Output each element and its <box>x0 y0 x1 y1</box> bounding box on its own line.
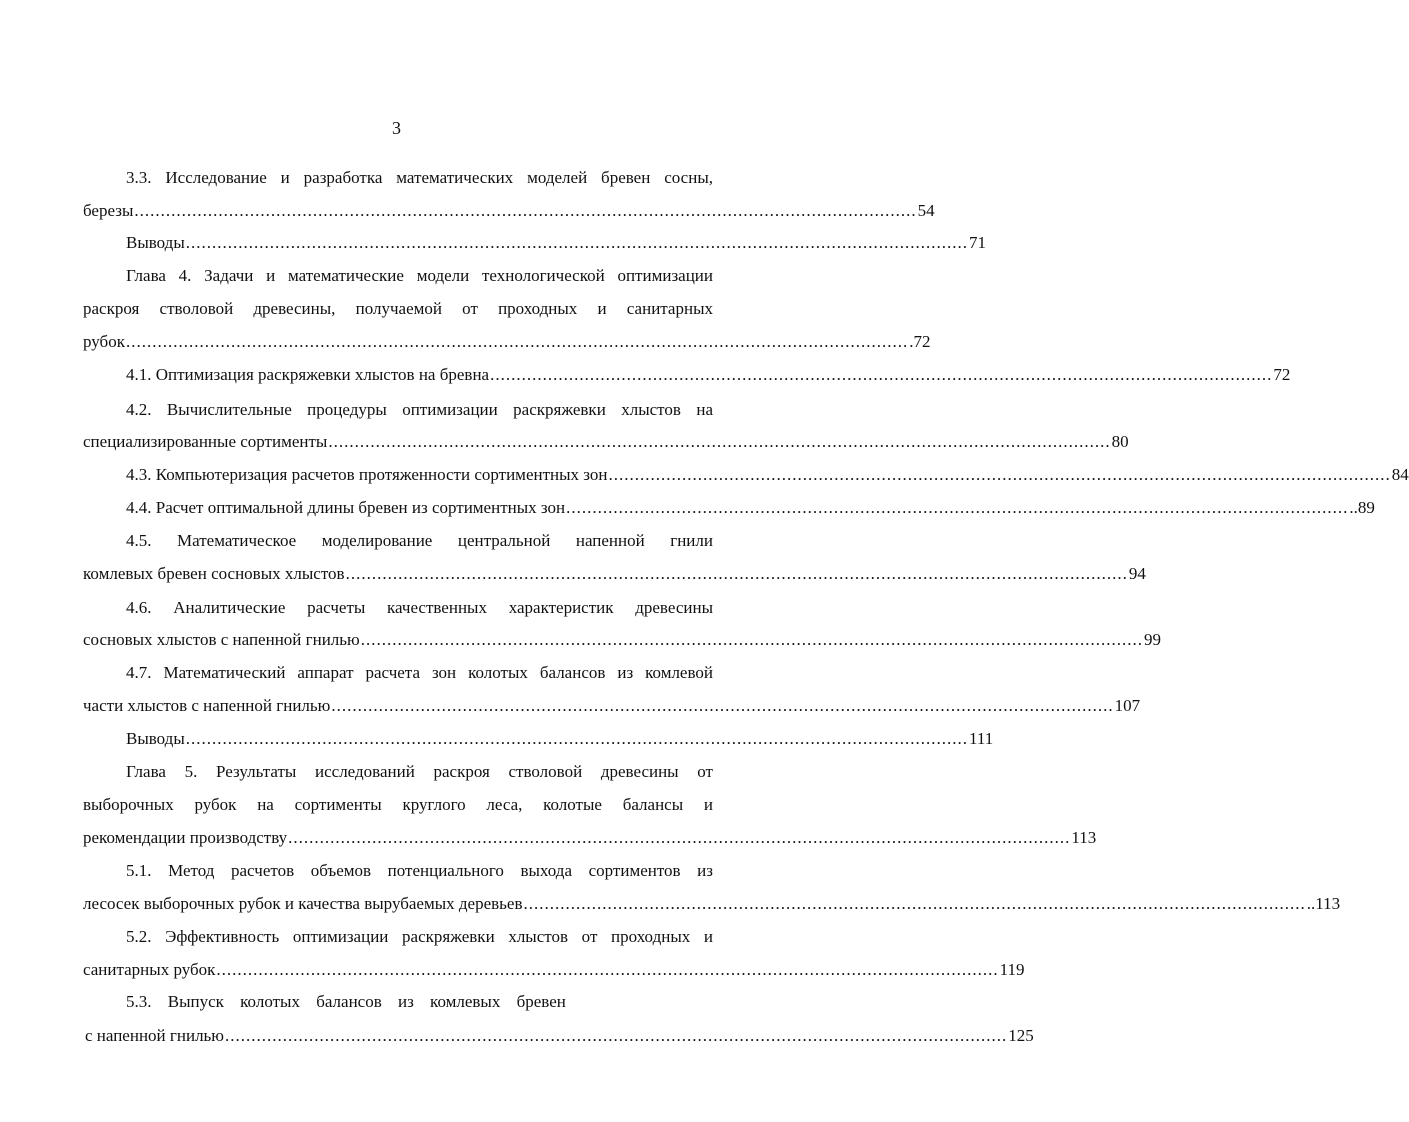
toc-entry-5-3-line2 <box>85 1024 1034 1048</box>
toc-entry-chapter-4-line1: Глава 4. Задачи и математические модели технологической оптимизации <box>126 266 713 285</box>
toc-entry-conclusions-4 <box>126 727 994 751</box>
toc-entry-4-2-line1: 4.2. Вычислительные процедуры оптимизации раскряжевки хлыстов на <box>126 400 713 419</box>
dot-leader: ..................................................................................................................................................... <box>185 729 969 748</box>
toc-entry-4-6-line2 <box>83 628 1161 652</box>
dot-leader: ..................................................................................................................................................... <box>523 894 1306 913</box>
toc-entry-4-5-line1: 4.5. Математическое моделирование центральной напенной гнили <box>126 531 713 550</box>
toc-page: 84 <box>1391 465 1409 484</box>
toc-text: рубок <box>83 332 125 351</box>
toc-page: 54 <box>917 201 935 220</box>
toc-entry-5-1-line2 <box>83 892 1341 916</box>
toc-entry-4-3 <box>126 463 1409 487</box>
toc-text: сосновых хлыстов с напенной гнилью <box>83 630 360 649</box>
toc-entry-3-3-line1: 3.3. Исследование и разработка математических моделей бревен сосны, <box>126 168 713 187</box>
toc-entry-chapter-5-line3 <box>83 826 1097 850</box>
toc-entry-4-7-line1: 4.7. Математический аппарат расчета зон колотых балансов из комлевой <box>126 663 713 682</box>
toc-entry-chapter-5-line2: выборочных рубок на сортименты круглого леса, колотые балансы и <box>83 795 713 814</box>
toc-text: Выводы <box>126 729 185 748</box>
toc-page: ..89 <box>1349 498 1375 517</box>
toc-entry-4-2-line2 <box>83 430 1129 454</box>
toc-text: 4.3. Компьютеризация расчетов протяженности сортиментных зон <box>126 465 608 484</box>
toc-entry-4-5-line2 <box>83 562 1146 586</box>
toc-entry-5-1-line1: 5.1. Метод расчетов объемов потенциального выхода сортиментов из <box>126 861 713 880</box>
dot-leader: ..................................................................................................................................................... <box>608 465 1391 484</box>
dot-leader: ..................................................................................................................................................... <box>225 1026 1008 1045</box>
toc-text: комлевых бревен сосновых хлыстов <box>83 564 345 583</box>
toc-entry-5-2-line1: 5.2. Эффективность оптимизации раскряжевки хлыстов от проходных и <box>126 927 713 946</box>
toc-page: 80 <box>1111 432 1129 451</box>
toc-page: 125 <box>1008 1026 1034 1045</box>
toc-text: 4.1. Оптимизация раскряжевки хлыстов на бревна <box>126 365 490 384</box>
toc-text: специализированные сортименты <box>83 432 328 451</box>
page-number: 3 <box>392 118 401 138</box>
toc-page: 99 <box>1144 630 1161 649</box>
toc-page: 119 <box>999 960 1025 979</box>
dot-leader: ..................................................................................................................................................... <box>216 960 999 979</box>
toc-text: 4.4. Расчет оптимальной длины бревен из сортиментных зон <box>126 498 566 517</box>
toc-page: 71 <box>969 233 987 252</box>
toc-entry-chapter-4-line3 <box>83 330 931 354</box>
toc-page: ..113 <box>1306 894 1341 913</box>
dot-leader: ..................................................................................................................................................... <box>490 365 1273 384</box>
dot-leader: ..................................................................................................................................................... <box>566 498 1349 517</box>
dot-leader: ..................................................................................................................................................... <box>125 332 909 351</box>
toc-text: Выводы <box>126 233 185 252</box>
toc-page: 94 <box>1128 564 1146 583</box>
dot-leader: ..................................................................................................................................................... <box>134 201 917 220</box>
toc-text: части хлыстов с напенной гнилью <box>83 696 331 715</box>
toc-text: рекомендации производству <box>83 828 288 847</box>
toc-page: 113 <box>1071 828 1097 847</box>
toc-entry-chapter-5-line1: Глава 5. Результаты исследований раскроя стволовой древесины от <box>126 762 713 781</box>
toc-page: .72 <box>909 332 931 351</box>
toc-page: 111 <box>969 729 994 748</box>
dot-leader: ..................................................................................................................................................... <box>185 233 969 252</box>
toc-text: лесосек выборочных рубок и качества вырубаемых деревьев <box>83 894 523 913</box>
toc-entry-5-3-line1: 5.3. Выпуск колотых балансов из комлевых бревен <box>126 992 566 1011</box>
toc-text: березы <box>83 201 134 220</box>
toc-entry-conclusions-3 <box>126 231 987 255</box>
toc-page: 72 <box>1273 365 1291 384</box>
dot-leader: ..................................................................................................................................................... <box>345 564 1128 583</box>
toc-entry-4-6-line1: 4.6. Аналитические расчеты качественных характеристик древесины <box>126 598 713 617</box>
toc-entry-4-4 <box>126 496 1375 520</box>
dot-leader: ..................................................................................................................................................... <box>288 828 1071 847</box>
toc-page: 107 <box>1114 696 1141 715</box>
toc-entry-4-7-line2 <box>83 694 1141 718</box>
toc-entry-3-3-line2 <box>83 199 935 223</box>
toc-entry-5-2-line2 <box>83 958 1025 982</box>
toc-text: санитарных рубок <box>83 960 216 979</box>
toc-text: с напенной гнилью <box>85 1026 225 1045</box>
dot-leader: ..................................................................................................................................................... <box>328 432 1111 451</box>
dot-leader: ..................................................................................................................................................... <box>331 696 1114 715</box>
toc-entry-chapter-4-line2: раскроя стволовой древесины, получаемой от проходных и санитарных <box>83 299 713 318</box>
dot-leader: ..................................................................................................................................................... <box>360 630 1143 649</box>
toc-entry-4-1 <box>126 363 1291 387</box>
